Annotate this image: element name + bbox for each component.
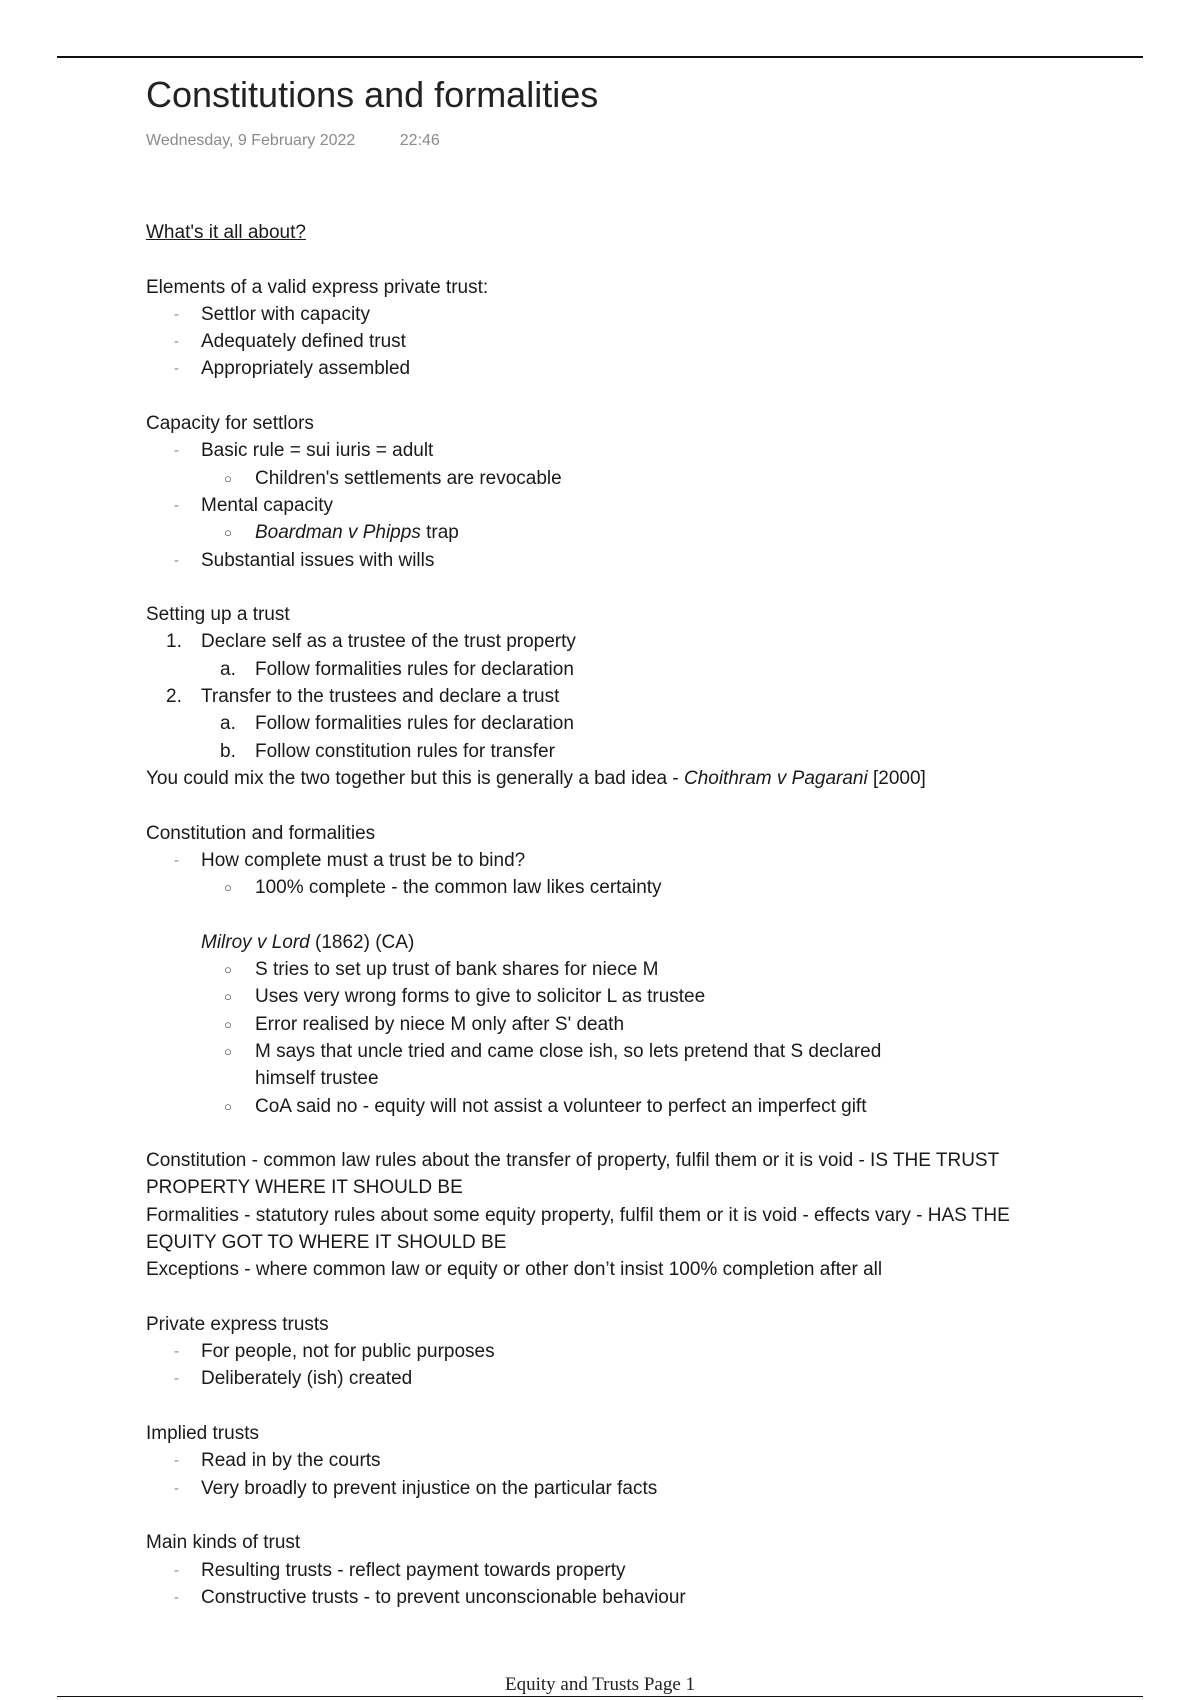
dash-bullet: - [174, 442, 179, 460]
mix-note: You could mix the two together but this is generally a bad idea - Choithram v Pagarani [2000] [146, 767, 926, 789]
main-kinds-heading: Main kinds of trust [146, 1532, 301, 1554]
constitution-definition: Constitution - common law rules about the transfer of property, fulfil them or it is void - IS THE TRUST PROPERTY WHERE IT SHOULD BE [146, 1150, 999, 1199]
sub-list-item: ○ S tries to set up trust of bank shares for niece M [146, 956, 1066, 983]
case-name: Boardman v Phipps [255, 522, 421, 544]
list-item: - Deliberately (ish) created [146, 1365, 1066, 1392]
list-item: - Adequately defined trust [146, 328, 1066, 355]
lettered-item: a. Follow formalities rules for declaration [146, 656, 1066, 683]
sub-list-item: ○ Uses very wrong forms to give to solicitor L as trustee [146, 983, 1066, 1010]
dash-bullet: - [174, 1343, 179, 1361]
capacity-heading: Capacity for settlors [146, 413, 314, 435]
case-name: Choithram v Pagarani [683, 767, 868, 789]
circle-bullet: ○ [224, 880, 232, 896]
dash-bullet: - [174, 333, 179, 351]
case-heading: Milroy v Lord (1862) (CA) [201, 931, 415, 953]
list-item: - How complete must a trust be to bind? [146, 847, 1066, 874]
circle-bullet: ○ [224, 470, 232, 486]
list-item: - Substantial issues with wills [146, 547, 1066, 574]
circle-bullet: ○ [224, 1098, 232, 1114]
sub-list-item: ○ CoA said no - equity will not assist a volunteer to perfect an imperfect gift [146, 1093, 1066, 1120]
letter-marker: a. [220, 658, 236, 680]
dash-bullet: - [174, 851, 179, 869]
elements-intro: Elements of a valid express private trust: [146, 276, 489, 298]
page-time: 22:46 [399, 132, 440, 149]
formalities-definition: Formalities - statutory rules about some equity property, fulfil them or it is void - effects vary - HAS THE EQUITY GOT TO WHERE IT SHOULD BE [146, 1204, 1010, 1253]
dash-bullet: - [174, 360, 179, 378]
dash-bullet: - [174, 1561, 179, 1579]
note-body [146, 219, 1066, 1611]
list-item: - Basic rule = sui iuris = adult [146, 437, 1066, 464]
page-footer: Equity and Trusts Page 1 [504, 1674, 696, 1695]
constitution-heading: Constitution and formalities [146, 822, 376, 844]
page-meta [146, 132, 440, 150]
implied-heading: Implied trusts [146, 1423, 259, 1445]
letter-marker: a. [220, 713, 236, 735]
private-express-heading: Private express trusts [146, 1313, 329, 1335]
circle-bullet: ○ [224, 989, 232, 1005]
lettered-item: a. Follow formalities rules for declaration [146, 710, 1066, 737]
list-item: - Settlor with capacity [146, 301, 1066, 328]
circle-bullet: ○ [224, 525, 232, 541]
list-item: - Very broadly to prevent injustice on the particular facts [146, 1475, 1066, 1502]
list-item: - For people, not for public purposes [146, 1338, 1066, 1365]
setting-up-heading: Setting up a trust [146, 604, 290, 626]
dash-bullet: - [174, 551, 179, 569]
circle-bullet: ○ [224, 1043, 232, 1059]
circle-bullet: ○ [224, 1016, 232, 1032]
exceptions-definition: Exceptions - where common law or equity or other don’t insist 100% completion after all [146, 1259, 883, 1281]
sub-list-item: ○ Children's settlements are revocable [146, 465, 1066, 492]
list-item: - Read in by the courts [146, 1447, 1066, 1474]
sub-list-item: ○ M says that uncle tried and came close ish, so lets pretend that S declared himself trustee [146, 1038, 945, 1093]
list-item: - Mental capacity [146, 492, 1066, 519]
sub-list-item: ○ 100% complete - the common law likes certainty [146, 874, 1066, 901]
list-item: - Appropriately assembled [146, 355, 1066, 382]
dash-bullet: - [174, 1479, 179, 1497]
bottom-rule [57, 1696, 1143, 1697]
case-name: Milroy v Lord [201, 931, 310, 953]
numbered-item: 1. Declare self as a trustee of the trust property [146, 628, 1066, 655]
top-rule [57, 56, 1143, 58]
lettered-item: b. Follow constitution rules for transfer [146, 738, 1066, 765]
dash-bullet: - [174, 1370, 179, 1388]
sub-list-item: ○ Boardman v Phipps trap [146, 519, 1066, 546]
page-title: Constitutions and formalities [146, 74, 599, 115]
page-date: Wednesday, 9 February 2022 [146, 132, 356, 149]
number-marker: 1. [166, 631, 182, 653]
section-heading: What's it all about? [146, 222, 306, 243]
sub-list-item: ○ Error realised by niece M only after S' death [146, 1011, 1066, 1038]
dash-bullet: - [174, 305, 179, 323]
dash-bullet: - [174, 496, 179, 514]
letter-marker: b. [220, 740, 236, 762]
circle-bullet: ○ [224, 962, 232, 978]
number-marker: 2. [166, 686, 182, 708]
dash-bullet: - [174, 1452, 179, 1470]
numbered-item: 2. Transfer to the trustees and declare a trust [146, 683, 1066, 710]
list-item: - Constructive trusts - to prevent unconscionable behaviour [146, 1584, 1066, 1611]
dash-bullet: - [174, 1588, 179, 1606]
list-item: - Resulting trusts - reflect payment towards property [146, 1557, 1066, 1584]
